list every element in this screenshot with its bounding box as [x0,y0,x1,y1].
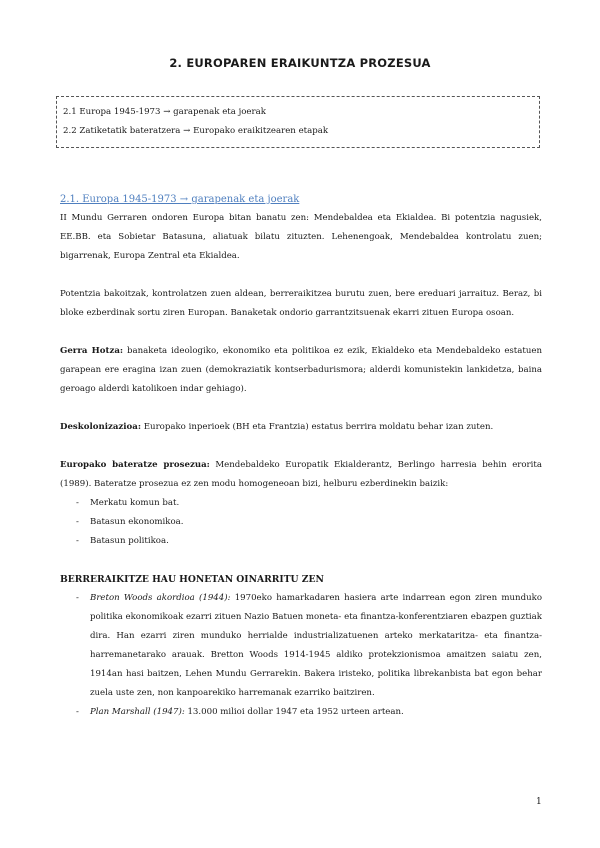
list-item-bretton-woods [60,589,542,703]
berreraikitze-heading: BERRERAIKITZE HAU HONETAN OINARRITU ZEN [60,574,324,585]
plan-marshall-label: Plan Marshall (1947): [90,707,185,717]
dash-bullet: - [76,536,79,546]
paragraph-gerra-hotza [60,342,542,399]
dash-bullet: - [76,593,79,603]
plan-marshall-text: 13.000 milioi dollar 1947 eta 1952 urteen artean. [184,707,404,717]
page-number: 1 [536,797,542,807]
bretton-woods-text: 1970eko hamarkadaren hasiera arte indarrean egon ziren munduko politika ekonomikoak ezarri zituen Nazio Batuen moneta- eta finantza-konferentziaren ebazpen guztiak dira. Han ezarri ziren munduko herrialde industrializatuenen arteko merkataritza- eta finantza-harremanetarako arauak. Bretton Woods 1914-1945 aldiko protekzionismoa amaitzen saiatu zen, 1914an hasi baitzen, Lehen Mundu Gerrarekin. Bakera iristeko, politika librekanbista bat egon behar zuela uste zen, non kanpoarekiko harremanak ezarriko baitziren. [90,593,542,698]
list-item: - Batasun ekonomikoa. [60,513,542,532]
page-title: 2. EUROPAREN ERAIKUNTZA PROZESUA [169,56,431,70]
paragraph-1: II Mundu Gerraren ondoren Europa bitan banatu zen: Mendebaldea eta Ekialdea. Bi potentzia nagusiek, EE.BB. eta Sobietar Batasuna, aliatuak bilatu zituzten. Lehenengoak, Mendebaldea kontrolatu zuen; bigarrenak, Europa Zentral eta Ekialdea. [60,213,542,261]
bateratze-text: Mendebaldeko Europatik Ekialderantz, Berlingo harresia behin erorita (1989). Bateratze prosezua ez zen modu homogeneoan bizi, helburu ezberdinekin baizik: [60,460,542,489]
list-item: - Merkatu komun bat. [60,494,542,513]
toc-item-2[interactable]: 2.2 Zatiketatik bateratzera → Europako eraikitzearen etapak [63,126,329,136]
dash-bullet: - [76,498,79,508]
list-item: - Batasun politikoa. [60,532,542,551]
gerra-hotza-text: banaketa ideologiko, ekonomiko eta politikoa ez ezik, Ekialdeko eta Mendebaldeko estatuen garapean ere eragina izan zuen (demokraziatik kontserbadurismora; alderdi komunistekin lankidetza, baina geroago alderdi katolikoen indar gehiago). [60,346,542,394]
deskolonizazioa-text: Europako inperioek (BH eta Frantzia) estatus berrira moldatu behar izan zuten. [141,422,494,432]
toc-item-1[interactable]: 2.1 Europa 1945-1973 → garapenak eta joerak [63,107,266,117]
bateratze-list [60,494,542,551]
berreraikitze-list [60,589,542,722]
dash-bullet: - [76,707,79,717]
gerra-hotza-label: Gerra Hotza: [60,346,124,356]
list-item-plan-marshall [60,703,542,722]
bretton-woods-label: Breton Woods akordioa (1944): [90,593,231,603]
deskolonizazioa-label: Deskolonizazioa: [60,422,142,432]
paragraph-bateratze [60,456,542,494]
bateratze-label: Europako bateratze prosezua: [60,460,210,470]
section-heading[interactable]: 2.1. Europa 1945-1973 → garapenak eta joerak [60,194,300,205]
paragraph-2: Potentzia bakoitzak, kontrolatzen zuen aldean, berreraikitzea burutu zuen, bere ereduari jarraituz. Beraz, bi bloke ezberdinak sortu ziren Europan. Banaketak ondorio garrantzitsuenak ekarri zituen Europa osoan. [60,289,542,318]
paragraph-deskolonizazioa [60,418,542,437]
document-body [60,190,542,722]
dash-bullet: - [76,517,79,527]
table-of-contents [56,96,540,148]
